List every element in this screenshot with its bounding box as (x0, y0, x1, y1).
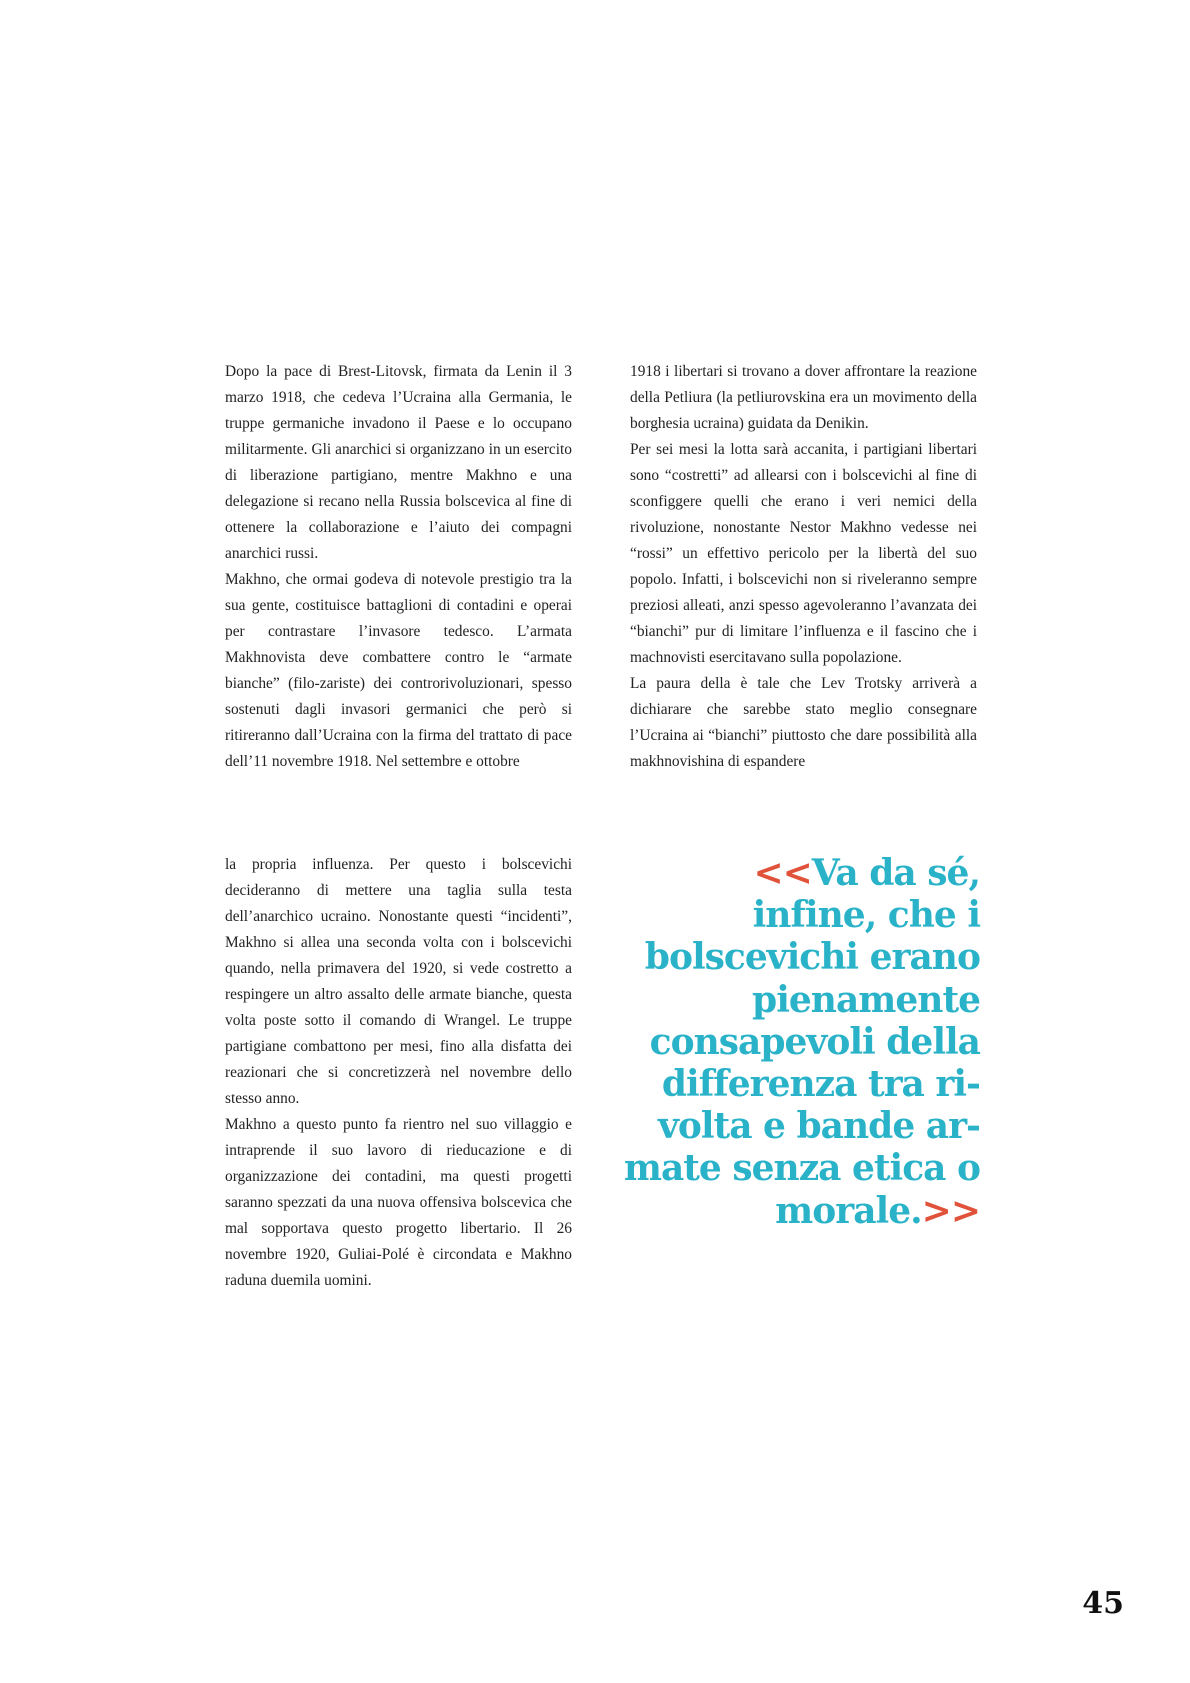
pull-quote-open-mark: << (753, 852, 812, 894)
paragraph: Makhno a questo punto fa rientro nel suo villaggio e intraprende il suo lavoro di rieducazione e di organizzazione dei contadini, ma questi progetti saranno spezzati da una nuova offensiva bolscevica che mal sopportava questo progetto libertario. Il 26 novembre 1920, Guliai-Polé è circondata e Makhno raduna duemila uomini. (225, 1116, 572, 1289)
paragraph: Per sei mesi la lotta sarà accanita, i partigiani libertari sono “costretti” ad allearsi con i bolscevichi al fine di sconfiggere quelli che erano i veri nemici della rivoluzione, nonostante Nestor Makhno vedesse nei “rossi” un effettivo pericolo per la libertà del suo popolo. Infatti, i bolscevichi non si riveleranno sempre preziosi alleati, anzi spesso agevoleranno l’avanzata dei “bianchi” pur di limitare l’influenza e il fascino che i machnovisti esercitavano sulla popolazione. (630, 441, 977, 666)
pull-quote (620, 852, 980, 1232)
pull-quote-text: Va da sé, infine, che i bolscevichi erano pienamente consapevoli della differenza tra ri-volta e bande ar-mate senza etica o morale. (623, 852, 980, 1232)
paragraph: Dopo la pace di Brest-Litovsk, firmata da Lenin il 3 marzo 1918, che cedeva l’Ucraina alla Germania, le truppe germaniche invadono il Paese e lo occupano militarmente. Gli anarchici si organizzano in un esercito di liberazione partigiano, mentre Makhno e una delegazione si recano nella Russia bolscevica al fine di ottenere la collaborazione e l’aiuto dei compagni anarchici russi. (225, 363, 572, 562)
paragraph: 1918 i libertari si trovano a dover affrontare la reazione della Petliura (la petliurovskina era un movimento della borghesia ucraina) guidata da Denikin. (630, 363, 977, 432)
article-column-left-top (225, 359, 572, 775)
paragraph: Makhno, che ormai godeva di notevole prestigio tra la sua gente, costituisce battaglioni di contadini e operai per contrastare l’invasore tedesco. L’armata Makhnovista deve combattere contro le “armate bianche” (filo-zariste) dei controrivoluzionari, spesso sostenuti dagli invasori germanici che però si ritireranno dall’Ucraina con la firma del trattato di pace dell’11 novembre 1918. Nel settembre e ottobre (225, 571, 572, 770)
paragraph: la propria influenza. Per questo i bolscevichi decideranno di mettere una taglia sulla testa dell’anarchico ucraino. Nonostante questi “incidenti”, Makhno si allea una seconda volta con i bolscevichi quando, nella primavera del 1920, si vede costretto a respingere un altro assalto delle armate bianche, questa volta poste sotto il comando di Wrangel. Le truppe partigiane combattono per mesi, fino alla disfatta dei reazionari che si concretizzerà nel novembre dello stesso anno. (225, 856, 572, 1107)
page-number: 45 (1082, 1586, 1124, 1621)
article-column-left-bottom (225, 852, 572, 1294)
article-column-right-top (630, 359, 977, 775)
pull-quote-close-mark: >> (921, 1189, 980, 1232)
paragraph: La paura della è tale che Lev Trotsky arriverà a dichiarare che sarebbe stato meglio consegnare l’Ucraina ai “bianchi” piuttosto che dare possibilità alla makhnovishina di espandere (630, 675, 977, 770)
